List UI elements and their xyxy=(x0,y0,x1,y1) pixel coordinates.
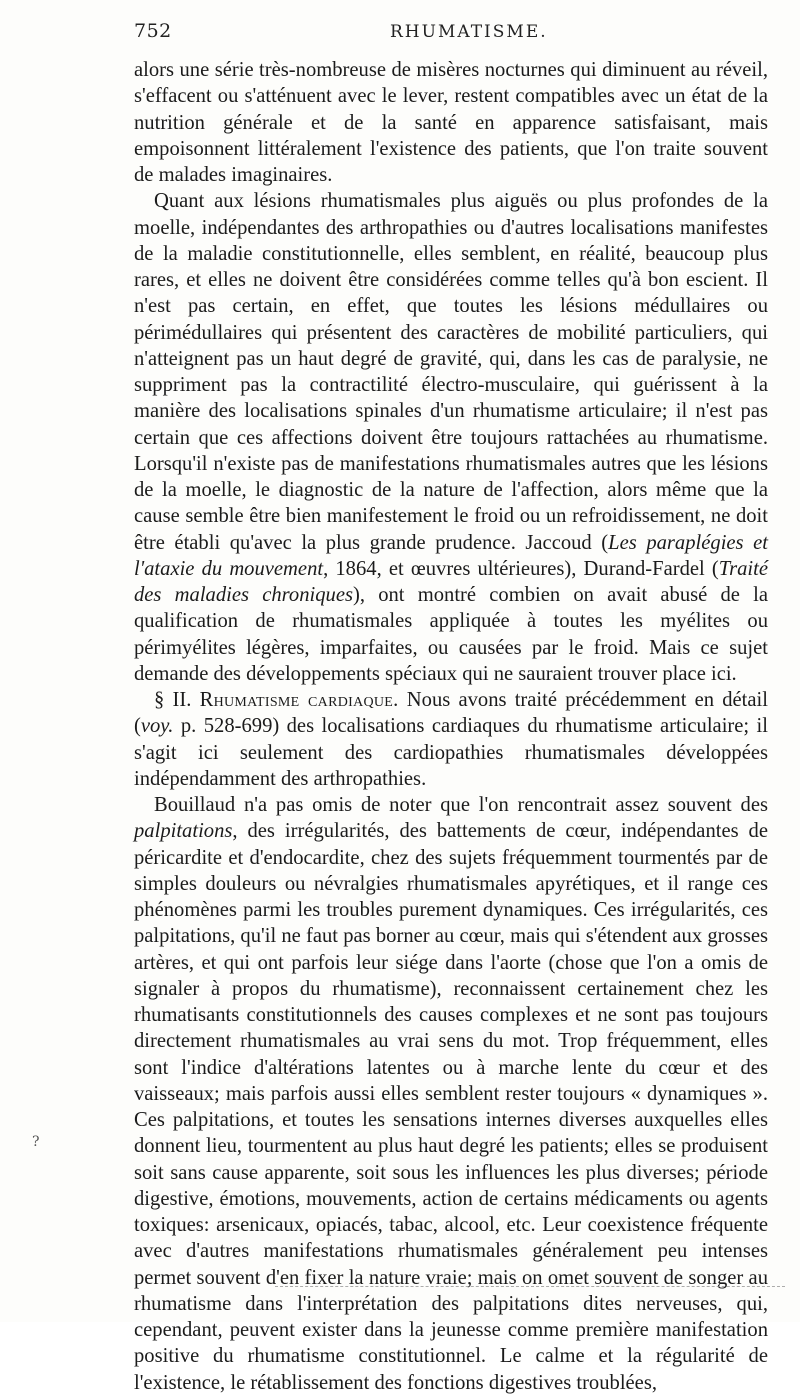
margin-mark: ? xyxy=(32,1134,40,1150)
section-title: Rhumatisme cardiaque. xyxy=(199,689,399,711)
footer-rule xyxy=(275,1286,785,1287)
paragraph-text: ), ont montré combien on avait abusé de la qualification de rhumatismales appliquée à toutes les myélites ou périmyélites légères, imparfaites, ou causées par le froid. Mais ce sujet demande des développements spéciaux qui ne sauraient trouver place ici. xyxy=(134,584,768,685)
reference-italic: voy. xyxy=(140,715,174,738)
page-header xyxy=(134,20,768,50)
paragraph-text: alors une série très-nombreuse de misères nocturnes qui diminuent au réveil, s'effacent ou s'atténuent avec le lever, restent compatibles avec un état de la nutrition générale et de la santé en apparence satisfaisant, mais empoisonnent littéralement l'existence des patients, que l'on traite souvent de malades imaginaires. xyxy=(134,59,768,186)
paragraph-text: Bouillaud n'a pas omis de noter que l'on rencontrait assez souvent des xyxy=(154,794,768,816)
term-italic: palpitations xyxy=(134,820,233,843)
book-title-italic: Les paraplégies et l'ataxie du mouvement xyxy=(134,531,768,580)
paragraph-text: , 1864, et œuvres ultérieures), Durand-Fardel ( xyxy=(323,557,719,580)
paragraph-text: , des irrégularités, des battements de cœur, indépendantes de péricardite et d'endocardite, chez des sujets fréquemment tourmentés par de simples douleurs ou névralgies rhumatismales apyrétiques, et il range ces phénomènes parmi les troubles purement dynamiques. Ces irrégularités, ces palpitations, qu'il ne faut pas borner au cœur, mais qui s'étendent aux grosses artères, et qui ont parfois leur siége dans l'aorte (chose que l'on a omis de signaler à propos du rhumatisme), reconnaissent certainement chez les rhumatisants constitutionnels des causes complexes et ne sont pas toujours directement rhumatismales au vrai sens du mot. Trop fréquemment, elles sont l'indice d'altérations latentes ou à marche lente du cœur et des vaisseaux; mais parfois aussi elles semblent rester toujours « dynamiques ». Ces palpitations, et toutes les sensations internes diverses auxquelles elles donnent lieu, tourmentent au plus haut degré les patients; elles se produisent soit sans cause apparente, soit sous les influences les plus diverses; période digestive, émotions, mouvements, action de certains médicaments ou agents toxiques: arsenicaux, opiacés, tabac, alcool, etc. Leur coexistence fréquente avec d'autres manifestations rhumatismales généralement peu intenses permet souvent d'en fixer la nature vraie; mais on omet souvent de songer au rhumatisme dans l'interprétation des palpitations dites nerveuses, qui, cependant, peuvent exister dans la jeunesse comme première manifestation positive du rhumatisme constitutionnel. Le calme et la régularité de l'existence, le rétablissement des fonctions digestives troublées, xyxy=(134,820,768,1394)
paragraph-text: Nous avons traité précédemment en détail ( xyxy=(134,689,768,738)
paragraph-section-cardiac xyxy=(134,687,768,792)
page-number: 752 xyxy=(134,20,172,42)
paragraph-text: p. 528-699) des localisations cardiaques du rhumatisme articulaire; il s'agit ici seulement des cardiopathies rhumatismales développées indépendamment des arthropathies. xyxy=(134,715,768,790)
paragraph-spinal-lesions xyxy=(134,188,768,687)
book-title-italic: Traité des maladies chroniques xyxy=(134,557,768,606)
paragraph-palpitations xyxy=(134,792,768,1396)
body-text xyxy=(134,57,768,1396)
paragraph-continued xyxy=(134,57,768,188)
paragraph-text: Quant aux lésions rhumatismales plus aiguës ou plus profondes de la moelle, indépendantes des arthropathies ou d'autres localisations manifestes de la maladie constitutionnelle, elles semblent, en réalité, beaucoup plus rares, et elles ne doivent être considérées comme telles qu'à bon escient. Il n'est pas certain, en effet, que toutes les lésions médullaires ou périmédullaires qui présentent des caractères de mobilité particuliers, qui n'atteignent pas un haut degré de gravité, qui, dans les cas de paralysie, ne suppriment pas la contractilité électro-musculaire, qui guérissent à la manière des localisations spinales d'un rhumatisme articulaire; il n'est pas certain que ces affections doivent être toujours rattachées au rhumatisme. Lorsqu'il n'existe pas de manifestations rhumatismales autres que les lésions de la moelle, le diagnostic de la nature de l'affection, alors même que la cause semble être bien manifestement le froid ou un refroidissement, ne doit être établi qu'avec la plus grande prudence. Jaccoud ( xyxy=(134,190,768,554)
section-mark: § II. xyxy=(154,689,192,711)
running-head: RHUMATISME. xyxy=(390,22,548,42)
